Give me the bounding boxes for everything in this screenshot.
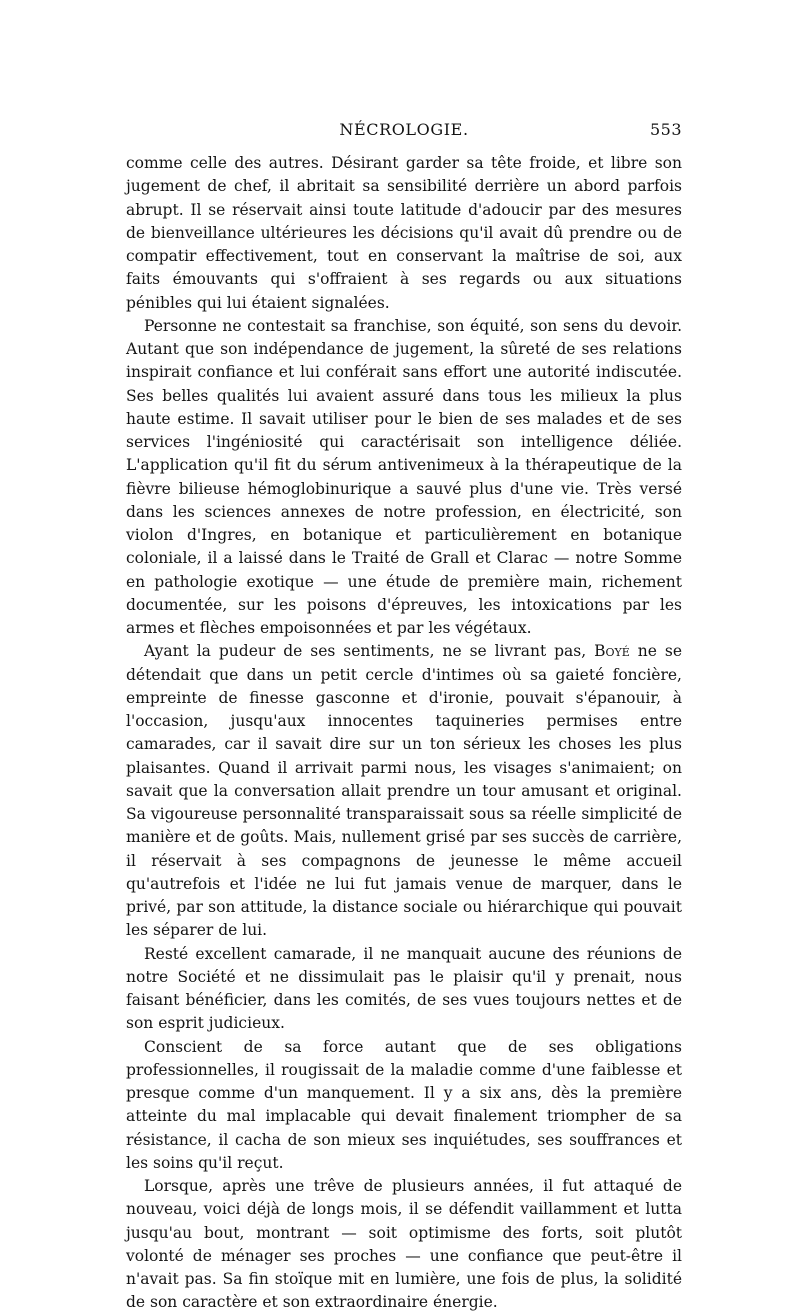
page-number: 553 [649, 120, 682, 139]
paragraph-6: Lorsque, après une trêve de plusieurs années, il fut attaqué de nouveau, voici déjà de longs mois, il se défendit vaillamment et lutta jusqu'au bout, montrant — soit optimisme des forts, soit plutôt volonté de ménager ses proches — une confiance que peut-être il n'avait pas. Sa fin stoïque mit en lumière, une fois de plus, la solidité de son caractère et son extraordinaire énergie. [126, 1177, 682, 1312]
running-head [126, 118, 682, 148]
paragraph-5: Conscient de sa force autant que de ses obligations professionnelles, il rougissait de la maladie comme d'une faiblesse et presque comme d'un manquement. Il y a six ans, dès la première atteinte du mal implacable qui devait finalement triompher de sa résistance, il cacha de son mieux ses inquiétudes, ses souffrances et les soins qu'il reçut. [126, 1037, 682, 1172]
paragraph-3-lead: Ayant la pudeur de ses sentiments, ne se livrant pas, [144, 642, 595, 661]
person-name: Boyé [594, 642, 630, 661]
paragraph-1: comme celle des autres. Désirant garder sa tête froide, et libre son jugement de chef, il abritait sa sensibilité derrière un abord parfois abrupt. Il se réservait ainsi toute latitude d'adoucir par des mesures de bienveillance ultérieures les décisions qu'il avait dû prendre ou de compatir effectivement, tout en conservant la maîtrise de soi, aux faits émouvants qui s'offraient à ses regards ou aux situations pénibles qui lui étaient signalées. [126, 154, 682, 312]
running-title: NÉCROLOGIE. [339, 120, 469, 139]
paragraph-2: Personne ne contestait sa franchise, son équité, son sens du devoir. Autant que son indépendance de jugement, la sûreté de ses relations inspirait confiance et lui conférait sans effort une autorité indiscutée. Ses belles qualités lui avaient assuré dans tous les milieux la plus haute estime. Il savait utiliser pour le bien de ses malades et de ses services l'ingéniosité qui caractérisait son intelligence déliée. L'application qu'il fit du sérum antivenimeux à la thérapeutique de la fièvre bilieuse hémoglobinurique a sauvé plus d'une vie. Très versé dans les sciences annexes de notre profession, en électricité, son violon d'Ingres, en botanique et particulièrement en botanique coloniale, il a laissé dans le Traité de Grall et Clarac — notre Somme en pathologie exotique — une étude de première main, richement documentée, sur les poisons d'épreuves, les intoxications par les armes et flèches empoisonnées et par les végétaux. [126, 316, 682, 637]
paragraph-3 [126, 640, 682, 942]
body-text [126, 152, 682, 1315]
paragraph-4: Resté excellent camarade, il ne manquait aucune des réunions de notre Société et ne dissimulait pas le plaisir qu'il y prenait, nous faisant bénéficier, dans les comités, de ses vues toujours nettes et de son esprit judicieux. [126, 944, 682, 1033]
paragraph-3-rest: ne se détendait que dans un petit cercle d'intimes où sa gaieté foncière, empreinte de finesse gasconne et d'ironie, pouvait s'épanouir, à l'occasion, jusqu'aux innocentes taquineries permises entre camarades, car il savait dire sur un ton sérieux les choses les plus plaisantes. Quand il arrivait parmi nous, les visages s'animaient; on savait que la conversation allait prendre un tour amusant et original. Sa vigoureuse personnalité transparaissait sous sa réelle simplicité de manière et de goûts. Mais, nullement grisé par ses succès de carrière, il réservait à ses compagnons de jeunesse le même accueil qu'autrefois et l'idée ne lui fut jamais venue de marquer, dans le privé, par son attitude, la distance sociale ou hiérarchique qui pouvait les séparer de lui. [126, 642, 683, 940]
book-page [126, 118, 682, 1315]
